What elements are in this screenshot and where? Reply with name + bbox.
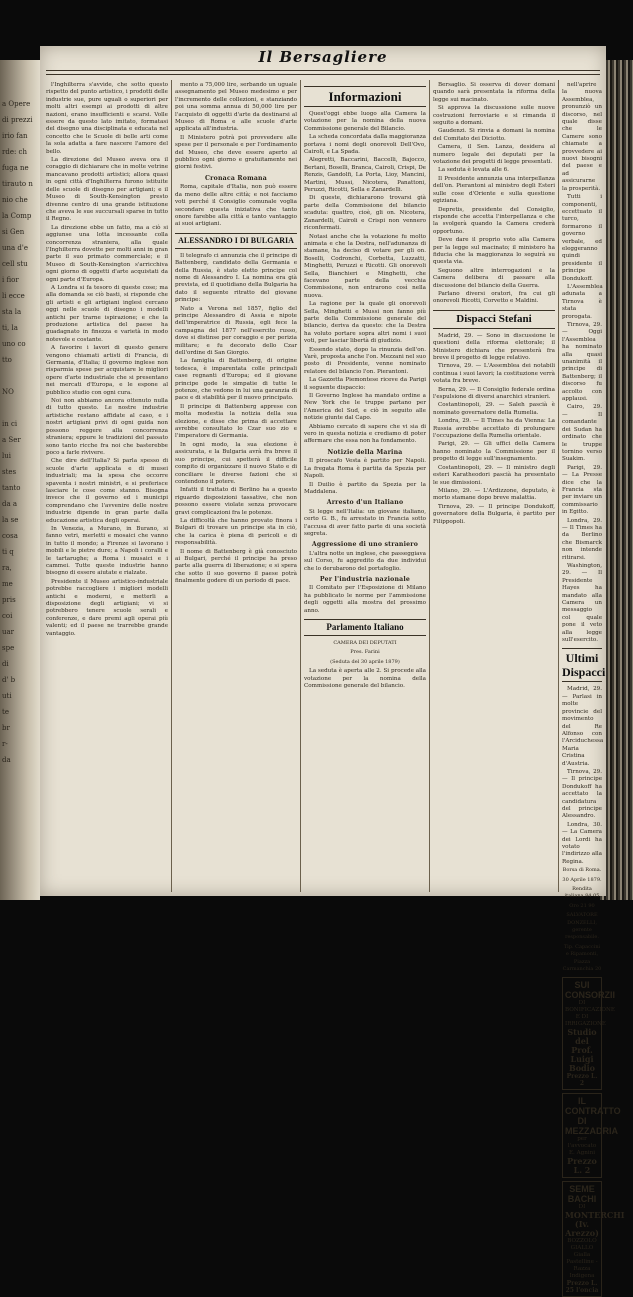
article-paragraph: Washington, 29. — Il Presidente Hayes ha mandato alla Camera un messaggio col quale pone il veto alla legge sull'esercito. xyxy=(562,563,603,644)
article-paragraph: Costantinopoli, 29. — Saleh pascià è nominato governatore della Rumelia. xyxy=(433,402,555,416)
article-paragraph: Depretis, presidente del Consiglio, risponde che accetta l'interpellanza e che la svolgerà quando la Camera crederà opportuno. xyxy=(433,206,555,235)
adjacent-page-text: la se xyxy=(2,516,19,524)
advertisement xyxy=(562,977,616,1090)
column-divider xyxy=(558,80,559,892)
adjacent-page-text: spe xyxy=(2,644,15,652)
section-title: Informazioni xyxy=(304,86,426,107)
adjacent-page-text: br xyxy=(2,724,10,732)
article-paragraph: Cairo, 29. — Il comandante dei Sudan ha ordinato che le truppe tornino verso Suakim. xyxy=(562,404,602,463)
column-divider xyxy=(429,80,430,892)
article-paragraph: Gaudenzi. Si rinvia a domani la nomina del Comitato dei Diciotto. xyxy=(433,128,555,142)
article-paragraph: Tirnova, 29. — Il principe Dondukoff ha accettato la candidatura del principe Alessandro. xyxy=(562,768,602,820)
ad-line: per l'avvocato E. Agnini xyxy=(567,1135,597,1156)
subheading: SALVATORE DONZELLI, gerente responsabile. xyxy=(565,912,599,941)
subheading: Rendita italiana 84 05 xyxy=(564,886,600,900)
article-paragraph: L'altra notte un inglese, che passeggiava sul Corso, fu aggredito da due individui che lo derubarono del portafoglio. xyxy=(304,550,426,572)
article-paragraph: Essendo stato, dopo la rinunzia dell'on. Varè, proposta anche l'on. Mezzani nel suo posto di Presidente, venne nominato relatore del bilancio l'on. Pierantoni. xyxy=(304,346,426,375)
article-paragraph: Parigi, 29. — La Presse dice che la Francia sta per inviare un commissario in Egitto. xyxy=(562,464,602,516)
adjacent-page-text: pris xyxy=(2,596,16,604)
article-paragraph: Camera, il Sen. Lanza, desidera al numero legale dei deputati per la votazione dei progetti di legge presentati. xyxy=(433,144,555,166)
article-paragraph: La ragione per la quale gli onorevoli Sella, Minghetti e Mussi non fanno più parte della Commissione generale del bilancio, deriva da questo: che la Destra ha voluto portare sopra altri nomi i suoi voti, per lasciar libertà di giudizio. xyxy=(304,301,426,345)
ad-line: Gialla Pastelline - Razza Indigena xyxy=(566,1251,598,1279)
article-paragraph: Abbiamo cercato di sapere che vi sia di vero in questa notizia e crediamo di poter affermare che essa non ha fondamento. xyxy=(304,423,426,445)
article-paragraph: La difficoltà che hanno provato finora i Bulgari di trovare un principe sta in ciò, che la carica è piena di pericoli e di responsabilità. xyxy=(175,517,297,547)
article-paragraph: Costantinopoli, 29. — Il ministro degli esteri Karatheodori pascià ha presentato le sue dimissioni. xyxy=(433,464,555,486)
column-2 xyxy=(175,82,297,890)
adjacent-page-text: lui xyxy=(2,452,11,460)
ad-line: BOZZOLO GIALLO xyxy=(567,1237,597,1251)
adjacent-page-text: coi xyxy=(2,612,13,620)
article-paragraph: Presidente il Museo artistico-industriale potrebbe raccogliere i migliori modelli antichi e moderni, e metterli a disposizione degli artigiani; vi si potrebbero tenere scuole serali e conferenze, e dare premi agli operai più valenti; ed il paese ne trarrebbe grande vantaggio. xyxy=(46,578,168,637)
subheading: Pres. Farini xyxy=(350,649,380,656)
advertisement xyxy=(562,1181,625,1297)
article-paragraph: La famiglia di Battenberg, di origine tedesca, è imparentata colle principali case regnanti d'Europa; ed il giovane principe gode le simpatie di tutte le potenze, che vedono in lui una garanzia di pace e di stabilità per il nuovo principato. xyxy=(175,358,297,402)
adjacent-page-text: la Comp xyxy=(2,212,32,220)
adjacent-page-text: tirauto n xyxy=(2,180,33,188)
adjacent-page-text: r- xyxy=(2,740,8,748)
article-paragraph: Alegretti, Baccarini, Baccelli, Bajocco, Bertani, Boselli, Branca, Cairoli, Crispi, De Renzis, Gandolfi, La Porta, Lioy, Mancini, Martini, Mussi, Nicotera, Panattoni, Peruzzi, Ricotti, Sella e Zanardelli. xyxy=(304,157,426,194)
article-paragraph: La direzione del Museo aveva ora il coraggio di dichiarare che in molte vetrine mancavano prodotti artistici; allora quasi in ogni città d'Inghilterra furono istituite delle scuole di disegno per artigiani; e il Museo di South-Kensington presto divenne centro di una grande istituzione che aveva le sue succursali sparse in tutto il Regno. xyxy=(46,157,168,223)
article-paragraph: Che dire dell'Italia? Si parla spesso di scuole d'arte applicata e di musei industriali; ma la spesa che occorre spaventa i nostri ministri, e si preferisce lasciare le cose come stanno. Bisogna invece che il governo ed i municipi comprendano che l'avvenire delle nostre industrie dipende in gran parte dalla educazione artistica degli operai. xyxy=(46,458,168,524)
ad-line: DI BONIFICAZIONE E DI IRRIGAZIONE xyxy=(565,999,615,1027)
ad-line: Prezzo L. 2 xyxy=(566,1072,598,1087)
adjacent-page-text: in ci xyxy=(2,420,18,428)
article-paragraph: In ogni modo, la sua elezione è assicurata, e la Bulgaria avrà fra breve il suo principe, cui spetterà il difficile compito di organizzare il nuovo Stato e di conciliare le diverse fazioni che si contendono il potere. xyxy=(175,441,297,485)
adjacent-page-text: irio fan xyxy=(2,132,28,140)
adjacent-page-text: NO xyxy=(2,388,14,396)
adjacent-page-text: cell stu xyxy=(2,260,28,268)
article-paragraph: La scheda concordata dalla maggioranza portava i nomi degli onorevoli Dell'Ovo, Cairoli, e La Spada. xyxy=(304,134,426,156)
section-title: Parlamento Italiano xyxy=(304,619,426,636)
ad-line: DI xyxy=(578,1203,586,1210)
article-paragraph: Il principe di Battenberg apprese con molta modestia la notizia della sua elezione, e disse che prima di accettare avrebbe consultato lo Czar suo zio e l'imperatore di Germania. xyxy=(175,403,297,440)
adjacent-page-text: li ecce xyxy=(2,292,25,300)
article-paragraph: Nato a Verona nel 1857, figlio del principe Alessandro di Assia e nipote dell'imperatrice di Russia, egli fece la campagna del 1877 nell'esercito russo, dove si distinse per coraggio e per perizia militare; e fu decorato dello Czar dell'ordine di San Giorgio. xyxy=(175,305,297,356)
article-paragraph: A Londra si fa tesoro di queste cose; ma alla domanda se ciò basti, si risponde che gli artisti e gli artigiani inglesi cercano oggi nelle scuole di disegno i modelli antichi per trarne ispirazione; e che la produzione artistica del paese ha guadagnato in finezza e varietà in modo notevole e costante. xyxy=(46,284,168,343)
article-paragraph: Il Ministero potrà poi provvedere alle spese per il personale e per l'ordinamento del Museo, che deve essere aperto al pubblico ogni giorno e gratuitamente nei giorni festivi. xyxy=(175,134,297,171)
adjacent-page-text: da xyxy=(2,756,11,764)
section-title: Dispacci Stefani xyxy=(433,310,555,329)
article-paragraph: Il Governo Inglese ha mandato ordine a New York che le truppe partano per l'America del Sud, e ciò in seguito alle notizie giunte dal Capo. xyxy=(304,393,426,422)
adjacent-page-text: tto xyxy=(2,356,12,364)
ad-line: IL CONTRATTO DI MEZZADRIA xyxy=(565,1095,621,1136)
article-paragraph: Londra, 29. — Il Times ha da Berlino che Bismarck non intende ritirarsi. xyxy=(562,517,602,561)
article-paragraph: La seduta è levata alle 6. xyxy=(438,167,509,174)
column-divider xyxy=(300,80,301,892)
article-paragraph: mento a 75,000 lire, serbando un uguale assegnamento pel Museo medesimo e per l'incremento delle collezioni, e stanziando poi una somma annua di 50,000 lire per l'acquisto di oggetti d'arte da destinarsi al Museo di Roma e alle scuole d'arte applicata all'industria. xyxy=(175,82,297,133)
article-paragraph: Tirnova, 29. — L'Assemblea dei notabili continua i suoi lavori; la costituzione verrà votata fra breve. xyxy=(433,363,555,385)
section-heading: Cronaca Romana xyxy=(205,174,267,182)
adjacent-page-text: si Gen xyxy=(2,228,25,236)
adjacent-page-text: una d'e xyxy=(2,244,28,252)
article-paragraph: Il Presidente annunzia una interpellanza dell'on. Pierantoni al ministro degli Esteri sulle cose d'Oriente e sulla questione egiziana. xyxy=(433,175,555,205)
column-divider xyxy=(171,80,172,892)
article-paragraph: nell'aprire la nuova Assemblea, pronunziò un discorso, nel quale disse che le Camere sono chiamate a provvedere ai nuovi bisogni del paese e ad assicurarne la prosperità. xyxy=(562,82,602,192)
article-paragraph: Si approva la discussione sulle nuove costruzioni ferroviarie e si rimanda il seguito a domani. xyxy=(433,105,555,127)
adjacent-page-text: cosa xyxy=(2,532,18,540)
ad-line: Prezzo L. 2 xyxy=(567,1155,597,1175)
article-paragraph: Bersaglio. Si osserva di dover domani quando sarà presentata la riforma della legge sui macinato. xyxy=(433,82,555,103)
adjacent-page-text: uno co xyxy=(2,340,26,348)
article-paragraph: Di queste, dichiararono trovarsi già parte della Commissione del bilancio scaduta: quattro, cioè, gli on. Nicotera, Zanardelli, Cairoli e Crispi non vennero riconfermati. xyxy=(304,195,426,232)
column-5 xyxy=(562,82,625,1294)
adjacent-page-text: da a xyxy=(2,500,18,508)
article-paragraph: Londra, 30. — La Camera dei Lordi ha votato l'indirizzo alla Regina. xyxy=(562,821,602,865)
article-paragraph: Madrid, 29. — Sono in discussione le questioni della riforma elettorale; il Ministero dichiara che presenterà fra breve il progetto di legge relativo. xyxy=(433,332,555,361)
adjacent-page-text: uti xyxy=(2,692,12,700)
article-paragraph: Berna, 29. — Il Consiglio federale ordina l'espulsione di diversi anarchici stranieri. xyxy=(433,386,555,401)
section-heading: Notizie della Marina xyxy=(327,448,403,456)
adjacent-page-text: me xyxy=(2,580,13,588)
adjacent-page-text: uar xyxy=(2,628,15,636)
article-paragraph: Si legge nell'Italia: un giovane italiano, certo G. B., fu arrestato in Francia sotto l'accusa di aver fatto parte di una società segreta. xyxy=(304,508,426,537)
section-heading: Per l'industria nazionale xyxy=(319,575,411,583)
article-paragraph: L'Assemblea adunata a Tirnova è stata prorogata. xyxy=(562,283,603,320)
subheading: CAMERA DEI DEPUTATI xyxy=(333,640,397,646)
adjacent-page-text: tanto xyxy=(2,484,21,492)
article-paragraph: Roma, capitale d'Italia, non può essere da meno delle altre città; e noi facciamo voti perché il Consiglio comunale voglia secondare questa iniziativa che tanto onore farebbe alla città e tanto vantaggio ai suoi artigiani. xyxy=(175,184,297,228)
article-paragraph: Seguono altre interrogazioni e la Camera delibera di passare alla discussione del bilancio della Guerra. xyxy=(433,267,555,289)
subheading: (Seduta del 30 aprile 1879) xyxy=(330,658,400,665)
subheading: Oro 21 90 xyxy=(569,902,595,909)
article-paragraph: La Gazzetta Piemontese riceve da Parigi il seguente dispaccio: xyxy=(304,377,426,391)
masthead-title: Il Bersagliere xyxy=(258,48,388,66)
adjacent-page-text: d' b xyxy=(2,676,16,684)
adjacent-page-text: i fior xyxy=(2,276,19,284)
article-paragraph: Il nome di Battenberg è già conosciuto ai Bulgari, perché il principe ha preso parte alla guerra di liberazione; e si spera che sotto il suo governo il paese potrà finalmente godere di un periodo di pace. xyxy=(175,548,297,585)
adjacent-page-text: a Ser xyxy=(2,436,21,444)
article-paragraph: Deve dare il proprio voto alla Camera per la legge sul macinato; il ministero ha fiducia che la maggioranza lo seguirà su questa via. xyxy=(433,237,555,266)
advertisement xyxy=(562,1093,621,1178)
article-paragraph: Londra, 29. — Il Times ha da Vienna: La Russia avrebbe accettato di prolungare l'occupazione della Rumelia orientale. xyxy=(433,418,555,440)
article-paragraph: La direzione ebbe un fatto, ma a ciò si aggiunse una lotta incessante colla concorrenza straniera, alla quale l'Inghilterra dovette per molti anni in gran parte il suo primato commerciale; e il Museo di South-Kensington s'arricchiva ogni giorno di oggetti d'arte acquistati da ogni parte d'Europa. xyxy=(46,224,168,283)
adjacent-page-text: te xyxy=(2,708,9,716)
article-paragraph: Il telegrafo ci annunzia che il principe di Battenberg, candidato della Germania e della Russia, è stato eletto principe col nome di Alessandro I. La nomina era già prevista, ed il quotidiano della Bulgaria ha dato il seguente ritratto del giovane principe: xyxy=(175,252,297,304)
subheading: Tip. Capaccini e Ripamonti, Piazza Carmanchia 20 xyxy=(562,943,602,973)
section-heading: Aggressione di uno straniero xyxy=(311,541,419,549)
adjacent-page-text: di prezzi xyxy=(2,116,33,124)
adjacent-page-text: ti, la xyxy=(2,324,18,332)
article-paragraph: Noi non abbiamo ancora ottenuto nulla di tutto questo. Le nostre industrie artistiche restano affidate al caso, e i nostri artigiani privi di ogni guida non possono reggere alla concorrenza straniera; eppure le tradizioni del passato sono tanto ricche fra noi che basterebbe poco a farle rivivere. xyxy=(46,398,168,456)
adjacent-page-edge xyxy=(0,60,40,900)
article-paragraph: l'Inghilterra s'avvide, che sotto questo rispetto del punto artistico, i prodotti delle industrie sue, pure uguali o superiori per molti altri esempi ai prodotti di altre nazioni, erano insufficienti e scarsi. Volle essere da questo lato imitato, formatasi del disegno una disciplinata e educata nel concetto che le Scuole di belle arti come la sola adatta a fare nascere l'amore del bello. xyxy=(46,82,168,155)
article-paragraph: Tutti i componenti, eccettuato il turco, formarono il governo verbale, ed eleggeranno quindi presidente il principe Dondukoff. xyxy=(562,194,602,282)
section-title: ALESSANDRO I DI BULGARIA xyxy=(175,233,297,249)
ad-line: MONTERCHI (Iv. Arezzo) xyxy=(565,1209,625,1238)
article-paragraph: Milano, 29. — L'Ardizzone, deputato, è morto stamane dopo breve malattia. xyxy=(433,487,555,502)
adjacent-page-text: rde: ch xyxy=(2,148,27,156)
column-1 xyxy=(46,82,168,890)
article-paragraph: Il piroscafo Vesta è partito per Napoli. La fregata Roma è partita da Spezia per Napoli. xyxy=(304,458,426,480)
column-4 xyxy=(433,82,555,890)
ad-line: SEME BACHI xyxy=(567,1183,597,1204)
newspaper-page xyxy=(40,46,625,1294)
ad-line: Studio del Prof. Luigi Bodio xyxy=(567,1026,597,1073)
subheading: Borsa di Roma. xyxy=(562,867,602,874)
article-paragraph: Notasi anche che la votazione fu molto animata e che la Destra, nell'adunanza di stamane, ha deciso di votare per gli on. Boselli, Codronchi, Corbetta, Luzzatti, Minghetti, Peruzzi e Ricotti. Gli onorevoli Sella, Bianchieri e Minghetti, che facevano parte della vecchia Commissione, non entrarono così nella nuova. xyxy=(304,233,426,299)
article-paragraph: La seduta è aperta alle 2. Si procede alla votazione per la nomina della Commissione generale del bilancio. xyxy=(304,668,426,690)
article-paragraph: Madrid, 29. — Parlasi in molte provincie del movimento del Re Alfonso con l'Arciduchessa Maria Cristina d'Austria. xyxy=(562,686,604,767)
article-paragraph: Tirnova, 29. — Oggi l'Assemblea ha nominato alla quasi unanimità il principe di Battenberg; il discorso fu accolto con applausi. xyxy=(562,322,602,403)
article-paragraph: Parlano diversi oratori, fra cui gli onorevoli Ricotti, Corvetto e Maldini. xyxy=(433,290,555,305)
section-heading: Arresto d'un Italiano xyxy=(326,499,404,507)
masthead-rule-2 xyxy=(46,74,600,75)
adjacent-page-text: ra, xyxy=(2,564,12,572)
article-paragraph: Infatti il trattato di Berlino ha a questo riguardo disposizioni tassative, che non possono essere violate senza provocare gravi complicazioni fra le potenze. xyxy=(175,487,297,516)
adjacent-page-text: nio che xyxy=(2,196,28,204)
article-paragraph: Il Comitato per l'Esposizione di Milano ha pubblicato le norme per l'ammissione degli oggetti alla mostra del prossimo anno. xyxy=(304,585,426,614)
section-title: Ultimi Dispacci xyxy=(562,648,602,682)
article-paragraph: Quest'oggi ebbe luogo alla Camera la votazione per la nomina della nuova Commissione generale del Bilancio. xyxy=(304,111,426,132)
adjacent-page-text: di xyxy=(2,660,9,668)
article-paragraph: In Venezia, a Murano, in Burano, si fanno vetri, merletti e mosaici che vanno in tutto il mondo; a Firenze si lavorano i mobili e le pietre dure; a Napoli i coralli e le tartarughe; a Roma i musaici e i cammei. Tutte queste industrie hanno bisogno di essere aiutate e rialzate. xyxy=(46,525,168,577)
ad-line: Prezzo L. 25 l'oncia xyxy=(565,1279,599,1294)
adjacent-page-text: stes xyxy=(2,468,17,476)
article-paragraph: Parigi, 29. — Gli uffici della Camera hanno nominato la Commissione per il progetto di legge sull'insegnamento. xyxy=(433,441,555,463)
adjacent-page-text: sta la xyxy=(2,308,22,316)
article-paragraph: Il Duilio è partito da Spezia per la Maddalena. xyxy=(304,481,426,495)
masthead-rule xyxy=(46,70,600,71)
adjacent-page-text: a Opere xyxy=(2,100,31,108)
article-paragraph: A favorire i lavori di questo genere vengono chiamati artisti di Francia, di Germania, d'Italia; il governo inglese non risparmia spese per acquistare le migliori opere d'arte industriale che si presentano nei mercati d'Europa, e le espone al pubblico studio con ogni cura. xyxy=(46,345,168,396)
ad-line: SUI CONSORZII xyxy=(565,979,616,1000)
column-3 xyxy=(304,82,426,890)
adjacent-page-text: ti q xyxy=(2,548,14,556)
article-paragraph: Tirnova, 29. — Il principe Dondukoff, governatore della Bulgaria, è partito per Filippopoli. xyxy=(433,503,555,525)
subheading: 30 Aprile 1879. xyxy=(562,876,602,883)
adjacent-page-text: fuga ne xyxy=(2,164,29,172)
